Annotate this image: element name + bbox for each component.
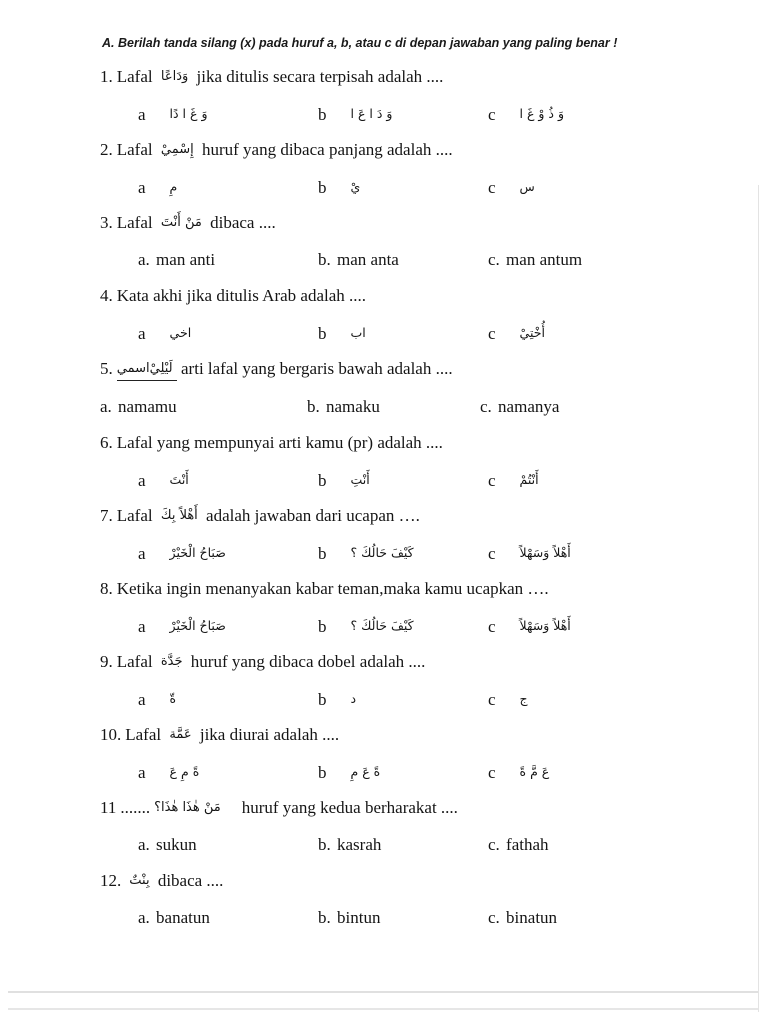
question-text: jika ditulis secara terpisah adalah .... [192,67,444,86]
option-text: kasrah [332,835,382,854]
option-label: c [488,763,496,782]
option-label: c. [488,835,500,854]
question-text: Lafal [116,213,157,232]
arabic-inline: عَمَّة [169,727,192,742]
option-a [100,396,177,418]
option-label: b. [318,835,331,854]
option-text: man anti [151,250,216,269]
option-a [138,322,195,345]
question-text: dibaca .... [205,213,276,232]
question-text: Lafal [116,140,157,159]
option-a [138,542,230,565]
option-arabic: أَهْلاً وَسَهْلاً [519,545,571,560]
question-5 [100,358,672,418]
question-number: 11 [100,798,117,817]
options-row [100,176,672,198]
question-8 [100,578,672,637]
options-row [100,615,672,637]
question-text: Lafal [116,652,157,671]
option-b [318,761,384,784]
option-label: b. [318,250,331,269]
option-c [488,322,549,345]
question-text: huruf yang dibaca panjang adalah .... [197,140,453,159]
option-arabic: اب [350,325,366,340]
question-text-line [100,797,672,819]
question-text: huruf yang kedua berharakat .... [224,798,458,817]
question-text-line [100,66,672,88]
question-text-line [100,358,672,381]
option-label: c [488,105,496,124]
question-text: huruf yang dibaca dobel adalah .... [186,652,426,671]
arabic-inline: اسمي [117,358,150,381]
arabic-inline: أَهْلاً بِكَ [160,508,198,523]
option-arabic: كَيْفَ حَالُكَ ؟ [350,545,414,560]
option-c [488,249,582,271]
option-c [488,688,532,711]
option-b [318,469,374,492]
option-label: c [488,178,496,197]
questions-list [100,66,672,929]
option-arabic: صَبَاحُ الْخَيْرْ [169,545,226,560]
option-c [480,396,559,418]
option-arabic: ةً مِ عَ [169,764,200,779]
question-text: Lafal [125,725,166,744]
option-c [488,761,553,784]
option-label: a [138,544,146,563]
question-text-line [100,285,672,307]
option-label: a [138,690,146,709]
scan-artifact-bottom-line [8,1008,758,1010]
question-1 [100,66,672,125]
question-6 [100,432,672,491]
option-label: c [488,544,496,563]
question-text: Lafal yang mempunyai arti kamu (pr) adalah .... [116,433,443,452]
question-text-line [100,651,672,673]
option-b [318,103,396,126]
option-label: c. [488,250,500,269]
option-b [318,542,418,565]
option-arabic: ةّ [169,691,177,706]
option-text: banatun [151,908,210,927]
option-label: c [488,324,496,343]
question-number: 7. [100,506,113,525]
option-c [488,907,557,929]
question-number: 6. [100,433,113,452]
question-number: 10. [100,725,122,744]
option-arabic: أُخْتِيْ [519,325,545,340]
question-number: 1. [100,67,113,86]
options-row [100,761,672,783]
option-c [488,469,543,492]
option-label: a [138,178,146,197]
question-4 [100,285,672,344]
question-text: adalah jawaban dari ucapan …. [201,506,420,525]
question-number: 8. [100,579,113,598]
option-label: b. [307,397,320,416]
question-text: ....... [120,798,151,817]
option-text: namaku [321,397,380,416]
option-label: b [318,178,327,197]
question-text: arti lafal yang bergaris bawah adalah .... [176,359,453,378]
option-arabic: صَبَاحُ الْخَيْرْ [169,618,226,633]
option-label: c. [480,397,492,416]
option-arabic: كَيْفَ حَالُكَ ؟ [350,618,414,633]
option-a [138,615,230,638]
option-label: a [138,471,146,490]
arabic-inline: لَيْلِيْ [150,358,177,381]
question-number: 9. [100,652,113,671]
option-label: a [138,105,146,124]
question-text: Lafal [116,506,157,525]
question-7 [100,505,672,564]
options-row [100,322,672,344]
options-row [100,688,672,710]
question-number: 2. [100,140,113,159]
question-text-line [100,578,672,600]
option-text: bintun [332,908,381,927]
option-b [318,688,360,711]
option-label: a [138,617,146,636]
instruction-heading: A. Berilah tanda silang (x) pada huruf a, b, atau c di depan jawaban yang paling benar ! [102,36,618,50]
option-label: c [488,690,496,709]
option-b [318,176,364,199]
option-label: b [318,105,327,124]
option-arabic: مِ [169,179,178,194]
options-row [100,249,672,271]
option-label: a. [138,250,150,269]
option-text: namamu [113,397,177,416]
option-label: b [318,544,327,563]
question-12 [100,870,672,929]
options-row [100,542,672,564]
question-text: Ketika ingin menanyakan kabar teman,maka kamu ucapkan …. [116,579,549,598]
option-b [318,249,399,271]
option-label: a. [100,397,112,416]
option-a [138,103,211,126]
option-c [488,615,575,638]
option-label: b. [318,908,331,927]
option-label: b [318,617,327,636]
option-arabic: د [350,691,357,706]
options-row [100,834,672,856]
question-number: 4. [100,286,113,305]
option-arabic: اخي [169,325,192,340]
option-label: c [488,617,496,636]
option-arabic: أَهْلاً وَسَهْلاً [519,618,571,633]
option-text: fathah [501,835,549,854]
option-label: a. [138,908,150,927]
question-text: jika diurai adalah .... [195,725,340,744]
option-text: binatun [501,908,558,927]
option-a [138,688,180,711]
question-number: 5. [100,359,113,378]
option-c [488,176,539,199]
question-text: Kata akhi jika ditulis Arab adalah .... [116,286,367,305]
option-c [488,834,549,856]
scan-artifact-right-line [758,185,759,1012]
option-text: man anta [332,250,399,269]
arabic-inline: بِنْتٌ [129,873,150,888]
option-arabic: أَنْتَ [169,472,189,487]
option-label: a [138,763,146,782]
options-row [100,469,672,491]
option-arabic: أَنْتُمْ [519,472,539,487]
question-9 [100,651,672,710]
arabic-inline: وَدَاعًا [160,69,189,84]
question-3 [100,212,672,271]
option-c [488,542,575,565]
scan-artifact-bottom-line [8,991,758,993]
option-b [318,615,418,638]
option-arabic: يْ [350,179,361,194]
question-text-line [100,139,672,161]
option-arabic: أَنْتِ [350,472,370,487]
question-number: 3. [100,213,113,232]
question-11 [100,797,672,856]
option-b [307,396,380,418]
option-label: c. [488,908,500,927]
option-a [138,834,197,856]
options-row [100,103,672,125]
option-text: namanya [493,397,560,416]
option-arabic: وَ غَ ا دًا [169,106,208,121]
option-a [138,469,193,492]
question-text-line [100,432,672,454]
question-text: Lafal [116,67,157,86]
option-arabic: وَ دَ ا عَ ا [350,106,393,121]
option-label: c [488,471,496,490]
options-row [100,907,672,929]
question-text: dibaca .... [153,871,224,890]
arabic-inline: مَنْ أَنْتَ [160,215,202,230]
option-a [138,907,210,929]
option-c [488,103,568,126]
question-10 [100,724,672,783]
option-b [318,907,380,929]
arabic-inline: إِسْمِيْ [160,142,194,157]
option-arabic: ج [519,691,528,706]
option-label: b [318,763,327,782]
option-arabic: عَ مَّ ةً [519,764,550,779]
option-label: b [318,690,327,709]
question-number: 12. [100,871,122,890]
option-b [318,322,370,345]
option-text: man antum [501,250,583,269]
arabic-inline: مَنْ هٰذَا هٰذَا؟ [154,800,221,815]
arabic-inline: جَدَّة [160,654,183,669]
question-text-line [100,724,672,746]
option-a [138,249,215,271]
option-label: a [138,324,146,343]
option-label: b [318,324,327,343]
option-b [318,834,381,856]
question-text-line [100,870,672,892]
question-text-line [100,505,672,527]
option-arabic: ةً عَ مِ [350,764,381,779]
question-2 [100,139,672,198]
option-label: b [318,471,327,490]
options-row [100,396,672,418]
option-a [138,761,203,784]
option-arabic: س [519,179,535,194]
option-arabic: وَ ذُ وْ غَ ا [519,106,565,121]
option-text: sukun [151,835,197,854]
question-text-line [100,212,672,234]
option-a [138,176,181,199]
option-label: a. [138,835,150,854]
